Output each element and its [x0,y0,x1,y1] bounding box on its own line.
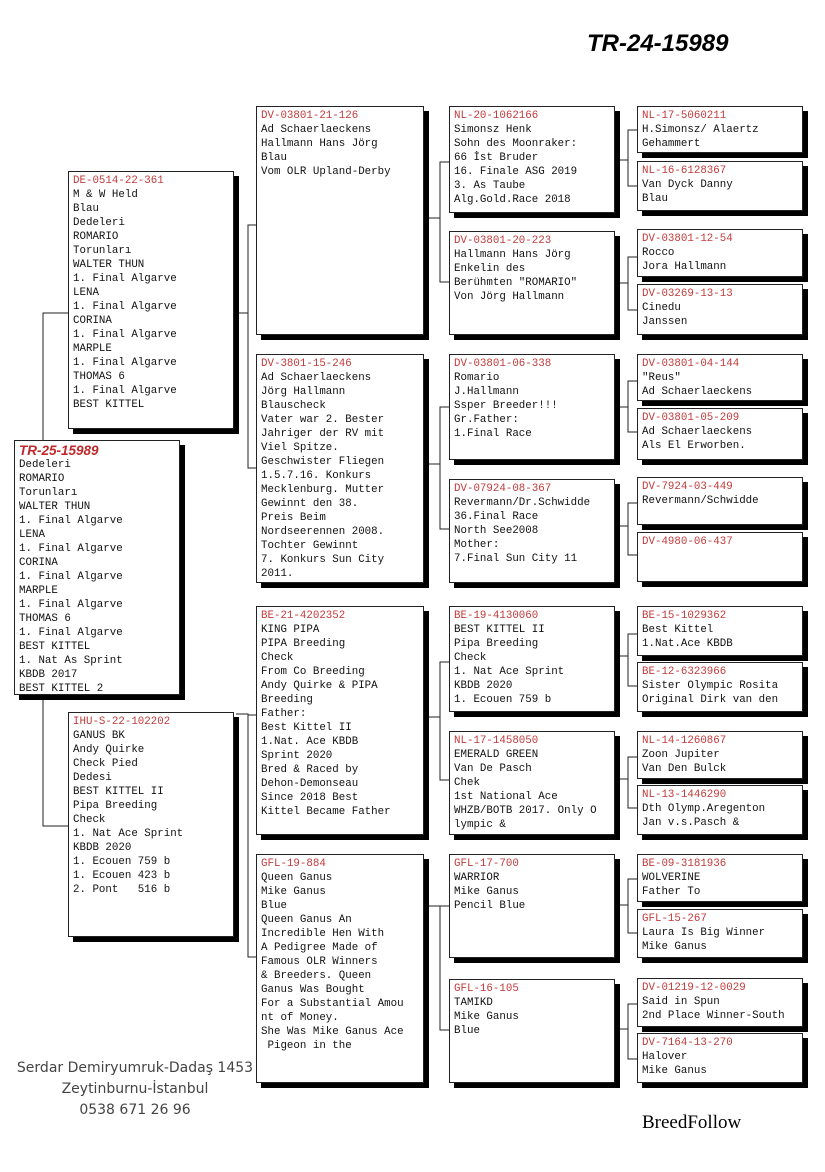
gen3-notes [454,123,610,207]
note-line: Mother: [454,539,500,551]
note-line: H.Simonsz/ Alaertz [642,124,759,136]
note-line: Vater war 2. Bester [261,414,385,426]
note-line: Incredible Hen With [261,928,385,940]
note-line: Dth Olymp.Aregenton [642,803,766,815]
note-line: WOLVERINE [642,872,701,884]
note-line: Tochter Gewinnt [261,540,359,552]
gen4-notes [642,995,798,1023]
note-line: Check [454,652,487,664]
gen4-card-1[interactable] [637,106,803,153]
gen3-ring-number: NL-17-1458050 [454,735,539,747]
note-line: Breeding [261,694,313,706]
note-line: 1. Nat Ace Sprint [454,666,565,678]
note-line: 1.5.7.16. Konkurs [261,470,372,482]
gen4-card-14[interactable] [637,909,803,958]
gen4-card-15[interactable] [637,978,803,1027]
gen4-ring-number: DV-7164-13-270 [642,1037,733,1049]
dam-ring-number: IHU-S-22-102202 [73,716,171,728]
gen4-ring-number: DV-03269-13-13 [642,288,733,300]
note-line: Pencil Blue [454,900,526,912]
note-line: Jahriger der RV mit [261,428,385,440]
gen4-notes [642,802,798,830]
note-line: MARPLE [73,343,112,355]
note-line: Andy Quirke & PIPA [261,680,378,692]
gen4-notes [642,178,798,206]
gen4-notes [642,871,798,899]
note-line: J.Hallmann [454,386,519,398]
gen3-notes [454,996,610,1038]
sire-dam-ring-number: DV-3801-15-246 [261,358,352,370]
note-line: Zoon Jupiter [642,749,720,761]
note-line: ROMARIO [73,231,119,243]
note-line: 1st National Ace [454,791,558,803]
note-line: nt of Money. [261,1012,339,1024]
gen4-notes [642,123,798,151]
gen4-notes [642,679,798,707]
note-line: 1. Final Algarve [19,515,123,527]
note-line: Als El Erworben. [642,440,746,452]
note-line: 1. Final Algarve [73,385,177,397]
gen3-card-2[interactable] [449,231,615,335]
note-line: Jan v.s.Pasch & [642,817,740,829]
gen3-ring-number: DV-03801-06-338 [454,358,552,370]
note-line: 66 İst Bruder [454,152,539,164]
note-line: 2011. [261,568,294,580]
gen4-card-10[interactable] [637,662,803,712]
note-line: Van Dyck Danny [642,179,733,191]
note-line: Hallmann Hans Jörg [261,138,378,150]
owner-phone: 0538 671 26 96 [79,1102,191,1118]
dam-sire-notes [261,623,419,819]
note-line: & Breeders. Queen [261,970,372,982]
note-line: 1. Final Algarve [73,301,177,313]
note-line: ROMARIO [19,473,65,485]
note-line: Preis Beim [261,512,326,524]
gen4-ring-number: GFL-15-267 [642,913,707,925]
gen3-card-5[interactable] [449,606,615,712]
note-line: KBDB 2020 [454,680,513,692]
note-line: Revermann/Schwidde [642,495,759,507]
note-line: 1. Final Algarve [73,357,177,369]
gen4-card-13[interactable] [637,854,803,902]
gen3-notes [454,371,610,441]
note-line: Romario [454,372,500,384]
note-line: 1. Final Algarve [73,329,177,341]
note-line: Dedeleri [19,459,71,471]
note-line: Pigeon in the [261,1040,352,1052]
note-line: 36.Final Race [454,511,539,523]
gen4-ring-number: DV-4980-06-437 [642,536,733,548]
dam-dam-card[interactable] [256,854,424,1083]
note-line: 1. Ecouen 423 b [73,870,171,882]
subject-pigeon-card[interactable] [14,440,180,695]
note-line: Von Jörg Hallmann [454,291,565,303]
note-line: Dedesi [73,772,112,784]
note-line: Sister Olympic Rosita [642,680,779,692]
note-line: 1.Final Race [454,428,532,440]
note-line: Said in Spun [642,996,720,1008]
gen3-ring-number: NL-20-1062166 [454,110,539,122]
note-line: BEST KITTEL II [454,624,545,636]
owner-location: Zeytinburnu-İstanbul [61,1081,209,1097]
gen3-notes [454,496,610,566]
note-line: BEST KITTEL II [73,786,164,798]
note-line: 1. Nat Ace Sprint [73,828,184,840]
note-line: She Was Mike Ganus Ace [261,1026,404,1038]
note-line: Blauscheck [261,400,326,412]
owner-contact-block [10,1058,260,1121]
note-line: Cinedu [642,302,681,314]
sire-ring-number: DE-0514-22-361 [73,175,164,187]
note-line: A Pedigree Made of [261,942,378,954]
note-line: Blau [261,152,287,164]
note-line: Janssen [642,316,688,328]
note-line: Berühmten "ROMARIO" [454,277,578,289]
note-line: lympic & [454,819,506,831]
gen3-ring-number: GFL-16-105 [454,983,519,995]
note-line: 2. Pont 516 b [73,884,171,896]
note-line: Mike Ganus [642,941,707,953]
note-line: 1. Final Algarve [19,571,123,583]
note-line: 1. Final Algarve [19,627,123,639]
note-line: WHZB/BOTB 2017. Only O [454,805,597,817]
note-line: Dehon-Demonseau [261,778,359,790]
sire-dam-notes [261,371,419,581]
note-line: Bred & Raced by [261,764,359,776]
note-line: Nordseerennen 2008. [261,526,385,538]
note-line: Since 2018 Best [261,792,359,804]
note-line: 1. Final Algarve [19,599,123,611]
note-line: CORINA [73,315,112,327]
note-line: 1.Nat.Ace KBDB [642,638,733,650]
sire-sire-ring-number: DV-03801-21-126 [261,110,359,122]
note-line: THOMAS 6 [19,613,71,625]
gen4-card-2[interactable] [637,161,803,211]
note-line: KBDB 2020 [73,842,132,854]
gen3-card-6[interactable] [449,731,615,835]
note-line: M & W Held [73,189,138,201]
note-line: Ad Schaerlaeckens [642,386,753,398]
note-line: BEST KITTEL [19,641,91,653]
note-line: 1. Nat As Sprint [19,655,123,667]
gen3-card-3[interactable] [449,354,615,460]
gen4-card-8[interactable] [637,532,803,582]
note-line: Mike Ganus [454,886,519,898]
note-line: Blue [454,1025,480,1037]
note-line: Best Kittel II [261,722,352,734]
note-line: "Reus" [642,372,681,384]
note-line: Ad Schaerlaeckens [642,426,753,438]
note-line: Simonsz Henk [454,124,532,136]
subject-notes [19,458,175,695]
note-line: BEST KITTEL 2 [19,683,104,695]
note-line: 1. Ecouen 759 b [73,856,171,868]
note-line: Mecklenburg. Mutter [261,484,385,496]
note-line: Check Pied [73,758,138,770]
note-line: Alg.Gold.Race 2018 [454,194,571,206]
note-line: KING PIPA [261,624,320,636]
note-line: 3. As Taube [454,180,526,192]
gen4-card-5[interactable] [637,354,803,401]
gen4-ring-number: DV-03801-12-54 [642,233,733,245]
note-line: 7.Final Sun City 11 [454,553,578,565]
note-line: 7. Konkurs Sun City [261,554,385,566]
note-line: Queen Ganus An [261,914,352,926]
pedigree-ring-number-heading: TR-24-15989 [587,30,729,57]
note-line: Father To [642,886,701,898]
gen4-notes [642,301,798,329]
note-line: Blau [642,193,668,205]
note-line: Original Dirk van den [642,694,779,706]
gen3-ring-number: DV-07924-08-367 [454,483,552,495]
gen4-card-11[interactable] [637,731,803,779]
note-line: 2nd Place Winner-South [642,1010,785,1022]
note-line: Van Den Bulck [642,763,727,775]
note-line: BEST KITTEL [73,399,145,411]
note-line: Viel Spitze. [261,442,339,454]
gen4-card-7[interactable] [637,477,803,525]
gen4-notes [642,371,798,399]
subject-ring-number: TR-25-15989 [19,443,99,458]
note-line: Sohn des Moonraker: [454,138,578,150]
gen4-ring-number: DV-7924-03-449 [642,481,733,493]
note-line: Hallmann Hans Jörg [454,249,571,261]
note-line: Torunları [73,245,132,257]
gen4-ring-number: NL-17-5060211 [642,110,727,122]
gen3-ring-number: DV-03801-20-223 [454,235,552,247]
note-line: For a Substantial Amou [261,998,404,1010]
note-line: Mike Ganus [642,1065,707,1077]
note-line: LENA [73,287,99,299]
sire-sire-card[interactable] [256,106,424,335]
note-line: Torunları [19,487,78,499]
note-line: Andy Quirke [73,744,145,756]
gen3-notes [454,871,610,913]
note-line: MARPLE [19,585,58,597]
note-line: Ad Schaerlaeckens [261,124,372,136]
dam-notes [73,729,229,897]
note-line: Ad Schaerlaeckens [261,372,372,384]
gen4-card-4[interactable] [637,284,803,335]
gen3-card-1[interactable] [449,106,615,213]
gen4-ring-number: BE-12-6323966 [642,666,727,678]
gen4-ring-number: DV-01219-12-0029 [642,982,746,994]
note-line: WALTER THUN [19,501,91,513]
dam-sire-ring-number: BE-21-4202352 [261,610,346,622]
note-line: PIPA Breeding [261,638,346,650]
note-line: Kittel Became Father [261,806,391,818]
gen4-card-12[interactable] [637,785,803,835]
note-line: TAMIKD [454,997,493,1009]
gen4-notes [642,425,798,453]
note-line: Father: [261,708,307,720]
note-line: Blue [261,900,287,912]
gen3-ring-number: GFL-17-700 [454,858,519,870]
note-line: Mike Ganus [261,886,326,898]
note-line: WARRIOR [454,872,500,884]
note-line: THOMAS 6 [73,371,125,383]
note-line: Mike Ganus [454,1011,519,1023]
note-line: Ssper Breeder!!! [454,400,558,412]
gen4-ring-number: BE-09-3181936 [642,858,727,870]
note-line: Van De Pasch [454,763,532,775]
brand-logo-text: BreedFollow [642,1112,742,1133]
note-line: Pipa Breeding [454,638,539,650]
gen4-ring-number: DV-03801-04-144 [642,358,740,370]
gen4-card-9[interactable] [637,606,803,656]
note-line: 16. Finale ASG 2019 [454,166,578,178]
gen3-notes [454,623,610,707]
gen4-ring-number: NL-16-6128367 [642,165,727,177]
gen4-notes [642,623,798,651]
gen4-notes [642,246,798,274]
note-line: Blau [73,203,99,215]
gen4-ring-number: NL-14-1260867 [642,735,727,747]
note-line: Vom OLR Upland-Derby [261,166,391,178]
sire-notes [73,188,229,412]
note-line: KBDB 2017 [19,669,78,681]
note-line: Gr.Father: [454,414,519,426]
note-line: Chek [454,777,480,789]
note-line: Gewinnt den 38. [261,498,359,510]
gen4-notes [642,926,798,954]
note-line: WALTER THUN [73,259,145,271]
note-line: Geschwister Fliegen [261,456,385,468]
note-line: CORINA [19,557,58,569]
note-line: Ganus Was Bought [261,984,365,996]
gen3-notes [454,248,610,304]
note-line: Check [73,814,106,826]
sire-sire-notes [261,123,419,179]
gen4-card-16[interactable] [637,1033,803,1083]
note-line: Halover [642,1051,688,1063]
dam-dam-notes [261,871,419,1053]
note-line: 1. Final Algarve [73,273,177,285]
dam-card[interactable] [68,712,234,937]
note-line: Queen Ganus [261,872,333,884]
note-line: From Co Breeding [261,666,365,678]
note-line: 1.Nat. Ace KBDB [261,736,359,748]
dam-dam-ring-number: GFL-19-884 [261,858,326,870]
note-line: Revermann/Dr.Schwidde [454,497,591,509]
sire-dam-card[interactable] [256,354,424,583]
note-line: Laura Is Big Winner [642,927,766,939]
gen4-ring-number: BE-15-1029362 [642,610,727,622]
note-line: 1. Ecouen 759 b [454,694,552,706]
note-line: Famous OLR Winners [261,956,378,968]
note-line: EMERALD GREEN [454,749,539,761]
note-line: Rocco [642,247,675,259]
sire-card[interactable] [68,171,234,429]
gen3-card-7[interactable] [449,854,615,958]
note-line: Dedeleri [73,217,125,229]
gen4-card-3[interactable] [637,229,803,277]
note-line: Pipa Breeding [73,800,158,812]
note-line: Jörg Hallmann [261,386,346,398]
note-line: 1. Final Algarve [19,543,123,555]
note-line: North See2008 [454,525,539,537]
note-line: GANUS BK [73,730,125,742]
note-line: Jora Hallmann [642,261,727,273]
gen4-notes [642,748,798,776]
dam-sire-card[interactable] [256,606,424,835]
gen3-ring-number: BE-19-4130060 [454,610,539,622]
gen3-notes [454,748,610,832]
note-line: Sprint 2020 [261,750,333,762]
note-line: Check [261,652,294,664]
gen4-notes [642,1050,798,1078]
gen4-ring-number: NL-13-1446290 [642,789,727,801]
gen4-ring-number: DV-03801-05-209 [642,412,740,424]
gen3-card-8[interactable] [449,979,615,1083]
note-line: LENA [19,529,45,541]
gen4-card-6[interactable] [637,408,803,460]
note-line: Enkelin des [454,263,526,275]
note-line: Best Kittel [642,624,714,636]
owner-name: Serdar Demiryumruk-Dadaş 1453 [16,1060,254,1076]
gen3-card-4[interactable] [449,479,615,583]
note-line: Gehammert [642,138,701,150]
gen4-notes [642,494,798,508]
